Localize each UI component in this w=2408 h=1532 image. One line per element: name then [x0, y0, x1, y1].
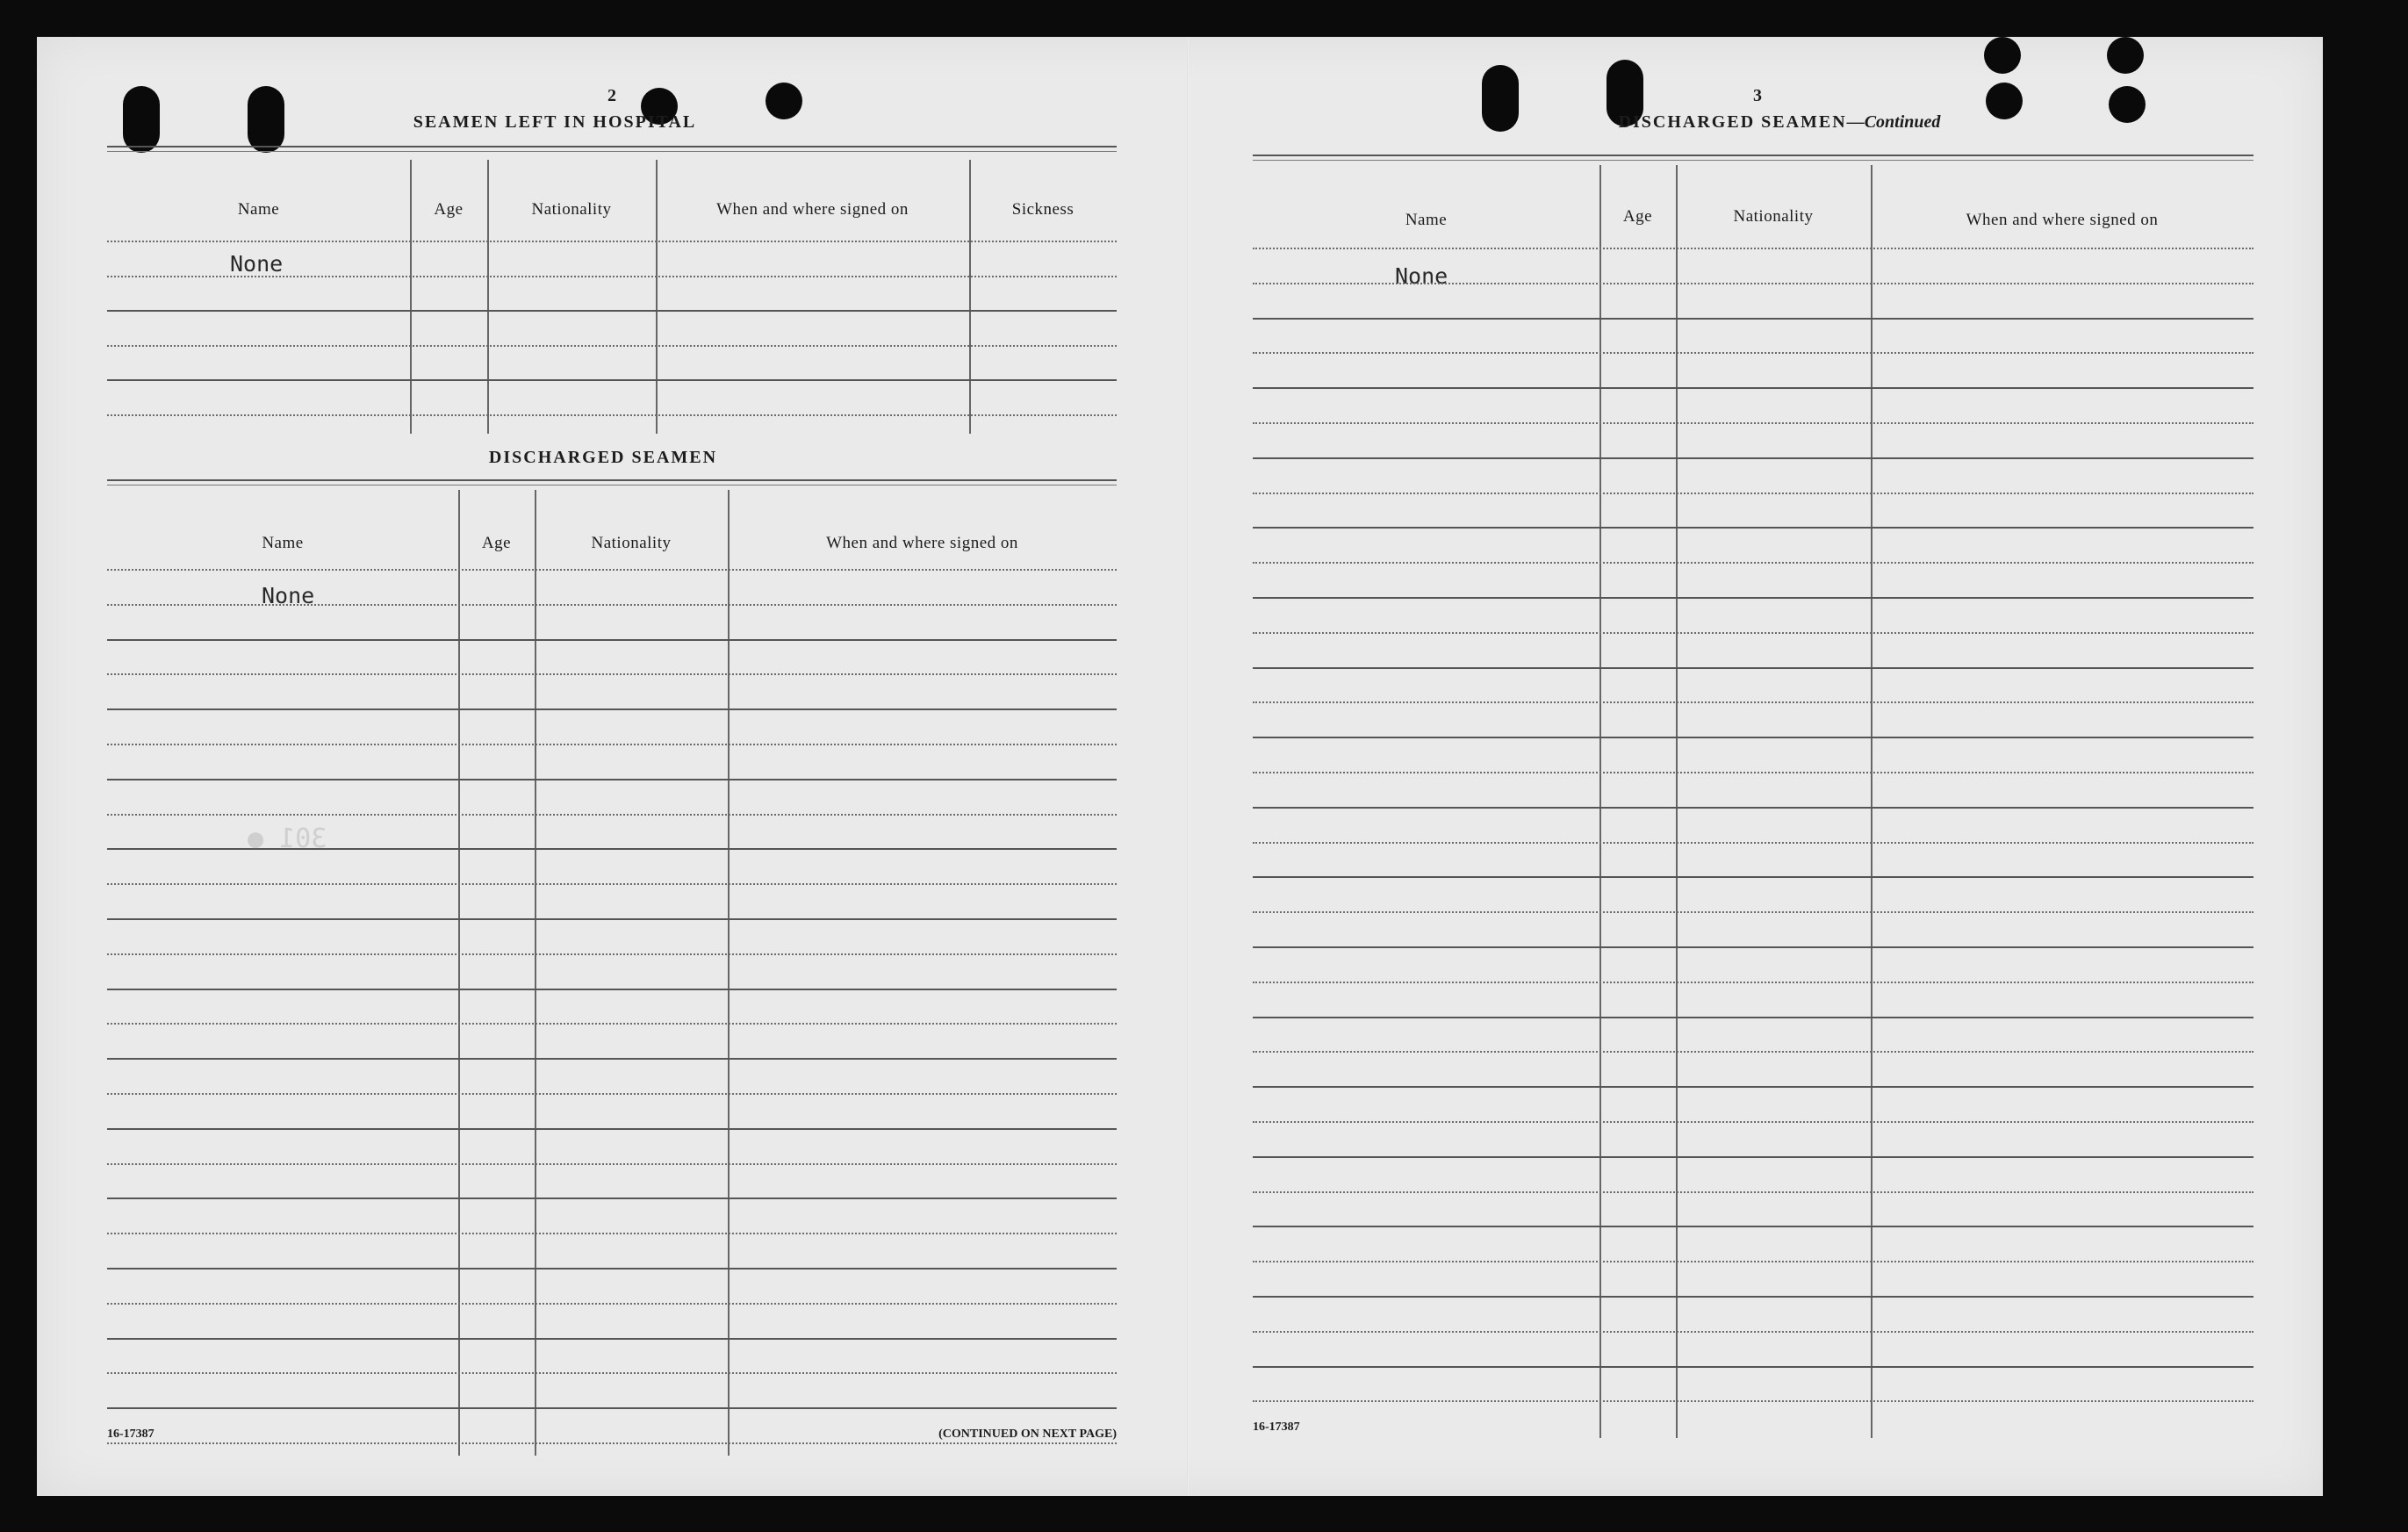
row-line	[107, 708, 1117, 710]
row-line	[1253, 1086, 2253, 1088]
column-header-signed-on: When and where signed on	[1966, 211, 2159, 229]
row-line	[107, 1303, 1117, 1305]
right-page	[1253, 37, 2302, 1496]
column-divider	[487, 160, 489, 434]
row-line	[1253, 807, 2253, 809]
header-rule	[107, 241, 1117, 242]
row-line	[1253, 911, 2253, 913]
continued-note: (CONTINUED ON NEXT PAGE)	[938, 1428, 1117, 1441]
row-line	[1253, 387, 2253, 389]
title-rule	[1253, 160, 2253, 161]
column-header-signed-on: When and where signed on	[716, 200, 909, 219]
row-line	[107, 1442, 1117, 1444]
row-line	[107, 604, 1117, 606]
row-line	[1253, 737, 2253, 738]
title-rule	[1253, 155, 2253, 156]
column-header-age: Age	[1622, 207, 1653, 226]
row-line	[107, 814, 1117, 816]
row-line	[107, 1233, 1117, 1234]
row-line	[1253, 283, 2253, 284]
row-line	[1253, 493, 2253, 494]
row-line	[1253, 422, 2253, 424]
title-rule	[107, 146, 1117, 147]
row-line	[1253, 632, 2253, 634]
column-header-nationality: Nationality	[591, 534, 672, 552]
column-divider	[728, 490, 730, 1456]
row-line	[107, 276, 1117, 277]
column-header-signed-on: When and where signed on	[826, 534, 1018, 552]
column-divider	[1599, 165, 1601, 1438]
row-line	[1253, 562, 2253, 564]
section-title-text: DISCHARGED SEAMEN	[1618, 112, 1847, 132]
row-line	[107, 1198, 1117, 1199]
section-title-suffix: —Continued	[1846, 112, 1941, 132]
hospital-section-title: SEAMEN LEFT IN HOSPITAL	[413, 112, 697, 132]
column-header-nationality: Nationality	[531, 200, 612, 219]
row-line	[107, 744, 1117, 745]
row-line	[107, 673, 1117, 675]
page-fold	[1187, 37, 1189, 1496]
header-rule	[1253, 248, 2253, 249]
row-line	[107, 1268, 1117, 1269]
row-line	[1253, 1017, 2253, 1018]
row-line	[107, 1338, 1117, 1340]
column-divider	[1676, 165, 1678, 1438]
row-line	[107, 1023, 1117, 1025]
row-line	[107, 1372, 1117, 1374]
bleed-through-mark: 301 ●	[248, 824, 327, 854]
row-line	[1253, 1121, 2253, 1123]
form-sheet	[37, 37, 2323, 1496]
row-line	[1253, 1261, 2253, 1262]
row-line	[107, 953, 1117, 955]
row-line	[107, 345, 1117, 347]
page-number: 2	[607, 86, 616, 105]
form-number: 16-17387	[107, 1428, 155, 1441]
discharged-table	[107, 490, 1117, 1456]
form-number: 16-17387	[1253, 1421, 1300, 1434]
row-line	[107, 414, 1117, 416]
row-line	[1253, 946, 2253, 948]
row-line	[1253, 1156, 2253, 1158]
column-header-sickness: Sickness	[1011, 200, 1075, 219]
row-line	[1253, 982, 2253, 983]
row-line	[1253, 1226, 2253, 1227]
header-rule	[107, 569, 1117, 571]
row-line	[1253, 457, 2253, 459]
page-number: 3	[1753, 86, 1762, 105]
row-line	[107, 1407, 1117, 1409]
column-header-age: Age	[481, 534, 512, 552]
entry-none: None	[1395, 263, 1448, 289]
entry-none: None	[262, 583, 315, 608]
title-rule	[107, 151, 1117, 152]
row-line	[1253, 597, 2253, 599]
title-rule	[107, 479, 1117, 481]
row-line	[1253, 667, 2253, 669]
discharged-continued-title	[1604, 112, 1955, 133]
discharged-section-title: DISCHARGED SEAMEN	[488, 448, 718, 467]
row-line	[107, 1058, 1117, 1060]
row-line	[1253, 1051, 2253, 1053]
row-line	[1253, 772, 2253, 773]
row-line	[1253, 1191, 2253, 1193]
row-line	[107, 918, 1117, 920]
row-line	[1253, 352, 2253, 354]
hospital-table	[107, 160, 1117, 432]
row-line	[1253, 527, 2253, 529]
row-line	[107, 779, 1117, 780]
row-line	[1253, 842, 2253, 844]
column-divider	[535, 490, 536, 1456]
discharged-continued-table	[1253, 165, 2253, 1438]
entry-none: None	[230, 251, 284, 277]
row-line	[1253, 318, 2253, 320]
row-line	[1253, 876, 2253, 878]
column-header-nationality: Nationality	[1733, 207, 1814, 226]
column-header-name: Name	[237, 200, 280, 219]
column-header-age: Age	[434, 200, 464, 219]
row-line	[107, 379, 1117, 381]
row-line	[1253, 1400, 2253, 1402]
row-line	[1253, 1331, 2253, 1333]
row-line	[107, 989, 1117, 990]
column-divider	[1871, 165, 1872, 1438]
row-line	[107, 1128, 1117, 1130]
column-header-name: Name	[262, 534, 304, 552]
row-line	[107, 310, 1117, 312]
row-line	[107, 639, 1117, 641]
row-line	[107, 1093, 1117, 1095]
column-divider	[410, 160, 412, 434]
column-divider	[969, 160, 971, 434]
row-line	[107, 1163, 1117, 1165]
column-divider	[656, 160, 658, 434]
column-divider	[458, 490, 460, 1456]
left-page	[107, 37, 1152, 1496]
row-line	[107, 883, 1117, 885]
row-line	[1253, 1296, 2253, 1298]
column-header-name: Name	[1405, 211, 1448, 229]
row-line	[1253, 701, 2253, 703]
row-line	[1253, 1366, 2253, 1368]
